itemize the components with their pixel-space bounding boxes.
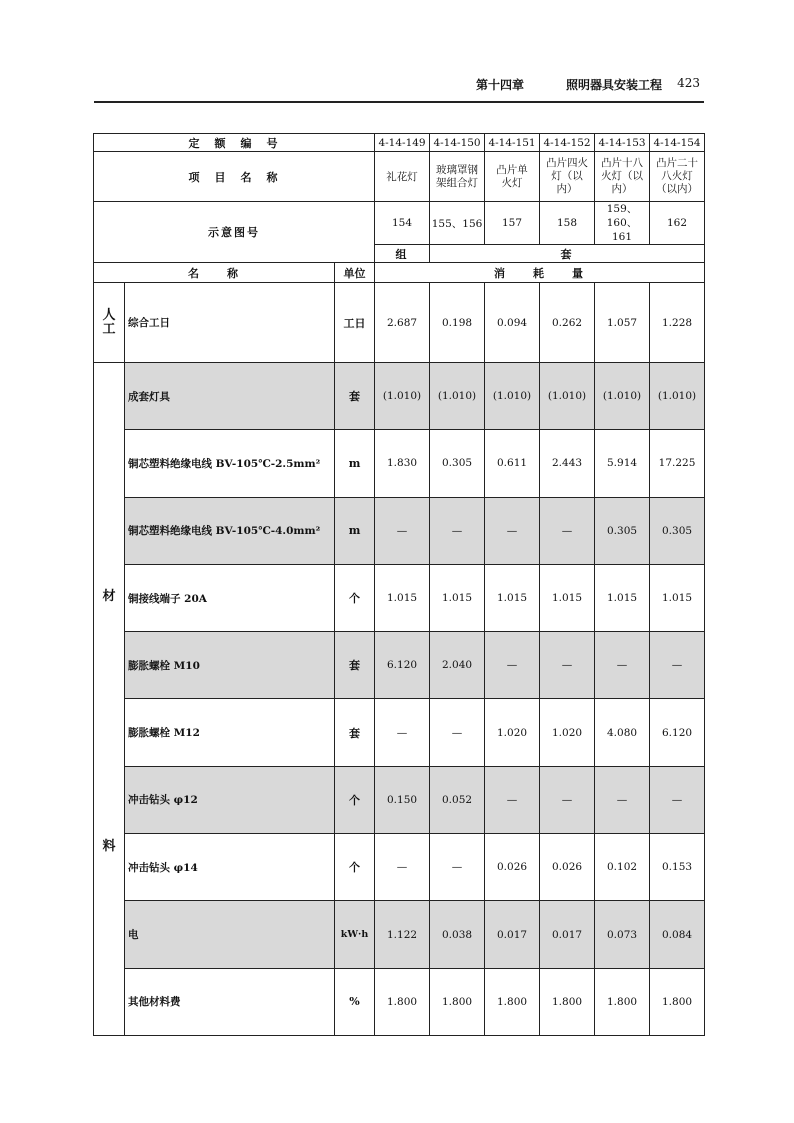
item-name-cell <box>485 152 540 202</box>
col-unit-label: 单位 <box>335 263 375 283</box>
row-unit: m <box>335 497 375 564</box>
value-cell: (1.010) <box>430 363 485 430</box>
value-cell: 1.830 <box>375 430 430 497</box>
value-cell: 1.015 <box>375 564 430 631</box>
diagram-cell: 162 <box>650 202 705 245</box>
material-category-top: 材 <box>102 589 116 604</box>
material-row <box>94 901 705 968</box>
quota-table <box>93 133 705 1036</box>
material-row <box>94 632 705 699</box>
value-cell: 0.026 <box>540 834 595 901</box>
material-row <box>94 363 705 430</box>
value-cell: — <box>650 766 705 833</box>
value-cell: — <box>375 497 430 564</box>
code-cell: 4-14-152 <box>540 134 595 152</box>
value-cell: 1.015 <box>430 564 485 631</box>
value-cell: 0.052 <box>430 766 485 833</box>
row-name: 成套灯具 <box>125 363 335 430</box>
value-cell: — <box>485 766 540 833</box>
value-cell: 1.800 <box>430 968 485 1035</box>
diagram-cell: 157 <box>485 202 540 245</box>
value-cell: 17.225 <box>650 430 705 497</box>
value-cell: 1.020 <box>485 699 540 766</box>
item-name-cell <box>540 152 595 202</box>
value-cell: — <box>595 632 650 699</box>
material-row <box>94 766 705 833</box>
value-cell: — <box>485 632 540 699</box>
row-name: 冲击钻头 φ12 <box>125 766 335 833</box>
value-cell: 1.800 <box>650 968 705 1035</box>
row-name: 综合工日 <box>125 283 335 363</box>
value-cell: — <box>650 632 705 699</box>
diagram-cell: 158 <box>540 202 595 245</box>
value-cell: 0.262 <box>540 283 595 363</box>
item-name-text: 礼花灯 <box>386 170 418 183</box>
item-name-text: 凸片十八火灯（以内） <box>601 157 644 195</box>
diagram-row <box>94 202 705 245</box>
value-cell: 6.120 <box>375 632 430 699</box>
value-cell: (1.010) <box>375 363 430 430</box>
row-name: 铜接线端子 20A <box>125 564 335 631</box>
code-cell: 4-14-151 <box>485 134 540 152</box>
code-cell: 4-14-149 <box>375 134 430 152</box>
code-row <box>94 134 705 152</box>
value-cell: — <box>375 699 430 766</box>
row-unit: 个 <box>335 564 375 631</box>
row-unit: 套 <box>335 363 375 430</box>
row-unit: 套 <box>335 699 375 766</box>
value-cell: 0.611 <box>485 430 540 497</box>
value-cell: 0.017 <box>485 901 540 968</box>
item-name-cell <box>430 152 485 202</box>
material-row <box>94 834 705 901</box>
material-category-box <box>94 363 124 1035</box>
diagram-label: 示意图号 <box>94 202 375 263</box>
value-cell: — <box>485 497 540 564</box>
item-name-cell <box>595 152 650 202</box>
value-cell: 1.015 <box>540 564 595 631</box>
value-cell: 2.040 <box>430 632 485 699</box>
value-cell: 5.914 <box>595 430 650 497</box>
value-cell: — <box>430 699 485 766</box>
section-title: 照明器具安装工程 <box>565 78 662 92</box>
material-row <box>94 497 705 564</box>
value-cell: 0.150 <box>375 766 430 833</box>
item-name-text: 凸片四火灯（以内） <box>546 157 589 195</box>
code-cell: 4-14-154 <box>650 134 705 152</box>
item-name-cell <box>650 152 705 202</box>
value-cell: 2.687 <box>375 283 430 363</box>
diagram-cell: 154 <box>375 202 430 245</box>
value-cell: 0.153 <box>650 834 705 901</box>
header-rule <box>94 101 704 103</box>
row-name: 膨胀螺栓 M12 <box>125 699 335 766</box>
value-cell: 0.094 <box>485 283 540 363</box>
value-cell: — <box>540 497 595 564</box>
diagram-cell: 155、156 <box>430 202 485 245</box>
row-name: 电 <box>125 901 335 968</box>
labor-category-text: 人工 <box>102 307 116 337</box>
value-cell: 0.198 <box>430 283 485 363</box>
value-cell: 2.443 <box>540 430 595 497</box>
value-cell: 0.305 <box>595 497 650 564</box>
value-cell: 4.080 <box>595 699 650 766</box>
value-cell: 0.102 <box>595 834 650 901</box>
material-row <box>94 699 705 766</box>
value-cell: (1.010) <box>650 363 705 430</box>
unit-cell: 组 <box>375 245 430 263</box>
row-name: 膨胀螺栓 M10 <box>125 632 335 699</box>
row-unit: 工日 <box>335 283 375 363</box>
item-name-text: 凸片单火灯 <box>496 163 528 189</box>
material-row <box>94 430 705 497</box>
labor-category <box>94 283 125 363</box>
item-name-row <box>94 152 705 202</box>
row-unit: m <box>335 430 375 497</box>
code-label: 定 额 编 号 <box>94 134 375 152</box>
row-unit: 套 <box>335 632 375 699</box>
value-cell: — <box>540 632 595 699</box>
value-cell: (1.010) <box>540 363 595 430</box>
item-name-cell <box>375 152 430 202</box>
row-name: 冲击钻头 φ14 <box>125 834 335 901</box>
column-header-row <box>94 263 705 283</box>
chapter-label: 第十四章 <box>475 78 524 92</box>
diagram-cell <box>595 202 650 245</box>
row-unit: 个 <box>335 834 375 901</box>
code-cell: 4-14-150 <box>430 134 485 152</box>
material-category <box>94 363 125 1036</box>
value-cell: — <box>375 834 430 901</box>
value-cell: 6.120 <box>650 699 705 766</box>
value-cell: 1.800 <box>485 968 540 1035</box>
unit-cell: 套 <box>430 245 705 263</box>
value-cell: — <box>430 834 485 901</box>
material-row <box>94 564 705 631</box>
value-cell: 1.015 <box>650 564 705 631</box>
col-name-label: 名 称 <box>94 263 335 283</box>
value-cell: 0.073 <box>595 901 650 968</box>
value-cell: 1.057 <box>595 283 650 363</box>
col-consume-label: 消 耗 量 <box>375 263 705 283</box>
row-name: 铜芯塑料绝缘电线 BV-105℃-2.5mm² <box>125 430 335 497</box>
material-category-bottom: 料 <box>102 839 116 854</box>
row-unit: 个 <box>335 766 375 833</box>
diagram-text: 159、160、161 <box>606 203 638 243</box>
value-cell: 1.800 <box>540 968 595 1035</box>
page-header <box>94 72 704 96</box>
value-cell: 1.015 <box>485 564 540 631</box>
page-number: 423 <box>677 76 700 90</box>
value-cell: 0.305 <box>650 497 705 564</box>
value-cell: 0.084 <box>650 901 705 968</box>
value-cell: — <box>430 497 485 564</box>
item-name-text: 凸片二十八火灯（以内） <box>656 157 699 195</box>
row-unit: % <box>335 968 375 1035</box>
row-name: 铜芯塑料绝缘电线 BV-105℃-4.0mm² <box>125 497 335 564</box>
value-cell: 1.800 <box>375 968 430 1035</box>
value-cell: 0.026 <box>485 834 540 901</box>
value-cell: (1.010) <box>485 363 540 430</box>
value-cell: — <box>595 766 650 833</box>
value-cell: 1.800 <box>595 968 650 1035</box>
value-cell: 0.038 <box>430 901 485 968</box>
value-cell: 1.228 <box>650 283 705 363</box>
value-cell: 1.015 <box>595 564 650 631</box>
item-name-label: 项 目 名 称 <box>94 152 375 202</box>
row-name: 其他材料费 <box>125 968 335 1035</box>
value-cell: 1.122 <box>375 901 430 968</box>
value-cell: 1.020 <box>540 699 595 766</box>
item-name-text: 玻璃罩钢架组合灯 <box>436 163 479 189</box>
labor-row <box>94 283 705 363</box>
value-cell: — <box>540 766 595 833</box>
value-cell: (1.010) <box>595 363 650 430</box>
value-cell: 0.017 <box>540 901 595 968</box>
material-row <box>94 968 705 1035</box>
row-unit: kW·h <box>335 901 375 968</box>
code-cell: 4-14-153 <box>595 134 650 152</box>
value-cell: 0.305 <box>430 430 485 497</box>
